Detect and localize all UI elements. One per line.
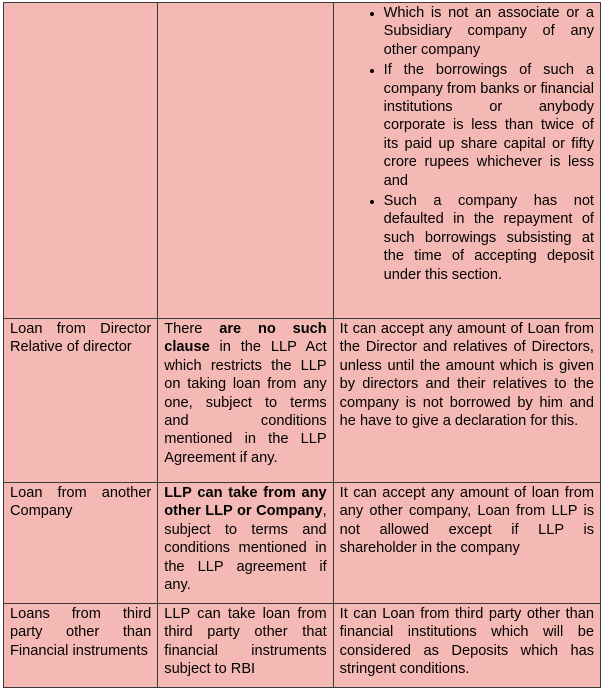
bullet-item: • If the borrowings of such a company from banks or financial institutions or anybody corporate is less than twice of its paid up share capital or fifty crore rupees whichever is less and	[384, 61, 594, 190]
bullet-item: • Which is not an associate or a Subsidiary company of any other company	[384, 4, 594, 59]
cell-col1: Loan from another Company	[4, 483, 158, 604]
cell-col2: LLP can take loan from third party other that financial instruments subject to RBI	[158, 604, 333, 688]
cell-col3	[333, 3, 600, 319]
table-row	[4, 3, 601, 319]
table-row	[4, 319, 601, 483]
cell-col1: Loans from third party other than Financial instruments	[4, 604, 158, 688]
cell-col1	[4, 3, 158, 319]
cell-col3: It can accept any amount of Loan from the Director and relatives of Directors, unless until the amount which is given by directors and their relatives to the company is not borrowed by him and he have to give a declaration for this.	[333, 319, 600, 483]
cell-bold-text: are no such clause	[164, 321, 327, 356]
cell-bold-text: LLP can take from any other LLP or Company	[164, 485, 327, 520]
table-row	[4, 604, 601, 688]
cell-col1: Loan from Director Relative of director	[4, 319, 158, 483]
bullet-list	[340, 4, 594, 284]
cell-col2	[158, 3, 333, 319]
table-row	[4, 483, 601, 604]
cell-text: in the LLP Act which restricts the LLP on taking loan from any one, subject to terms and conditions mentioned in the LLP Agreement if any.	[164, 339, 327, 466]
cell-col2	[158, 319, 333, 483]
cell-text: There	[164, 321, 203, 337]
cell-col2	[158, 483, 333, 604]
bullet-item: • Such a company has not defaulted in the repayment of such borrowings subsisting at the time of accepting deposit under this section.	[384, 192, 594, 284]
cell-col3: It can accept any amount of loan from any other company, Loan from LLP is not allowed except if LLP is shareholder in the company	[333, 483, 600, 604]
cell-text: , subject to terms and conditions mentioned in the LLP agreement if any.	[164, 503, 327, 594]
comparison-table	[3, 2, 601, 688]
cell-col3: It can Loan from third party other than financial institutions which will be considered as Deposits which has stringent conditions.	[333, 604, 600, 688]
